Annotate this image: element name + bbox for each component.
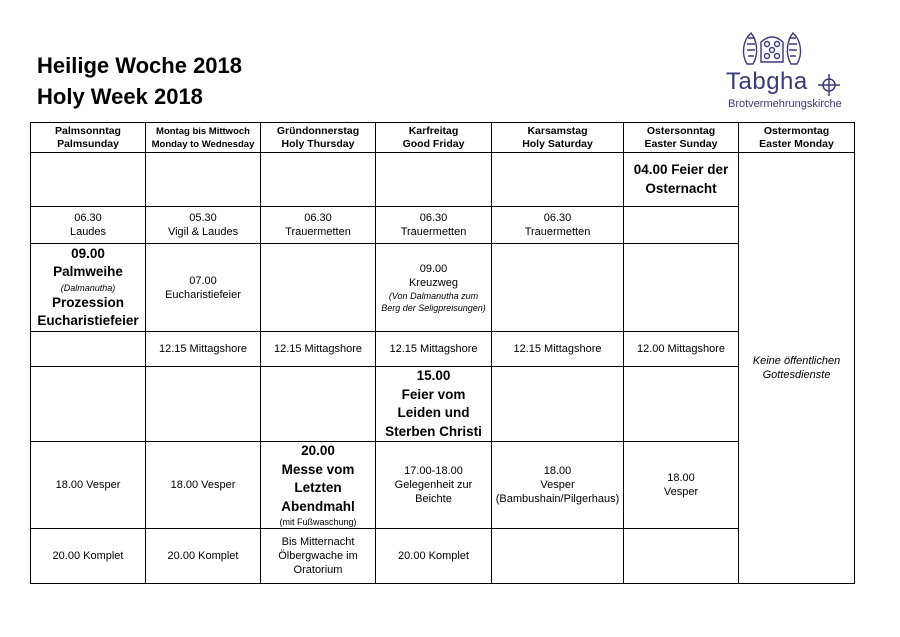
palm-procession-cell: 09.00 Palmweihe (Dalmanutha) Prozession Eucharistiefeier	[31, 244, 146, 332]
table-cell	[624, 244, 739, 332]
table-cell: 18.00 Vesper (Bambushain/Pilgerhaus)	[492, 442, 624, 529]
table-cell: 18.00 Vesper	[624, 442, 739, 529]
table-cell	[376, 153, 492, 207]
header-monday-wednesday: Montag bis Mittwoch Monday to Wednesday	[146, 123, 261, 153]
table-cell	[31, 332, 146, 367]
easter-vigil-line1: 04.00 Feier der	[633, 162, 729, 177]
table-cell	[624, 529, 739, 584]
table-cell: 20.00 Komplet	[376, 529, 492, 584]
easter-vigil-cell	[624, 153, 739, 207]
table-row	[31, 367, 855, 442]
logo-wordmark: Tabgha	[726, 68, 808, 95]
table-cell	[492, 153, 624, 207]
table-cell: 06.30 Trauermetten	[492, 207, 624, 244]
table-cell	[261, 244, 376, 332]
table-cell: 05.30 Vigil & Laudes	[146, 207, 261, 244]
table-cell	[492, 529, 624, 584]
schedule-table	[30, 122, 855, 584]
table-cell: 20.00 Komplet	[146, 529, 261, 584]
table-cell: Bis Mitternacht Ölbergwache im Oratorium	[261, 529, 376, 584]
table-row	[31, 442, 855, 529]
table-cell	[261, 367, 376, 442]
table-cell: 12.15 Mittagshore	[376, 332, 492, 367]
table-row	[31, 153, 855, 207]
stations-of-cross-cell: 09.00 Kreuzweg (Von Dalmanutha zum Berg der Seligpreisungen)	[376, 244, 492, 332]
loaves-and-fishes-icon	[739, 30, 805, 66]
table-cell	[31, 153, 146, 207]
header-easter-monday: Ostermontag Easter Monday	[739, 123, 855, 153]
title-german: Heilige Woche 2018	[37, 53, 243, 78]
easter-monday-note: Keine öffentlichen Gottesdienste	[739, 153, 855, 584]
header-easter-sunday: Ostersonntag Easter Sunday	[624, 123, 739, 153]
table-cell: 06.30 Trauermetten	[376, 207, 492, 244]
header-holy-thursday: Gründonnerstag Holy Thursday	[261, 123, 376, 153]
table-cell: 12.00 Mittagshore	[624, 332, 739, 367]
table-cell	[492, 244, 624, 332]
page-title	[37, 50, 242, 112]
table-cell: 07.00 Eucharistiefeier	[146, 244, 261, 332]
table-cell	[261, 153, 376, 207]
cross-icon	[817, 73, 841, 97]
table-cell: 12.15 Mittagshore	[261, 332, 376, 367]
table-row	[31, 244, 855, 332]
table-cell: 18.00 Vesper	[31, 442, 146, 529]
table-cell: 18.00 Vesper	[146, 442, 261, 529]
table-cell: 12.15 Mittagshore	[492, 332, 624, 367]
header-holy-saturday: Karsamstag Holy Saturday	[492, 123, 624, 153]
table-row	[31, 332, 855, 367]
table-cell	[146, 367, 261, 442]
table-cell	[146, 153, 261, 207]
table-cell	[31, 367, 146, 442]
tabgha-logo	[725, 30, 855, 114]
table-cell	[624, 207, 739, 244]
header-palmsunday: Palmsonntag Palmsunday	[31, 123, 146, 153]
table-cell	[624, 367, 739, 442]
passion-celebration-cell: 15.00 Feier vom Leiden und Sterben Christi	[376, 367, 492, 442]
header-row	[31, 123, 855, 153]
table-row	[31, 529, 855, 584]
title-english: Holy Week 2018	[37, 84, 203, 109]
table-cell: 06.30 Trauermetten	[261, 207, 376, 244]
last-supper-cell: 20.00 Messe vom Letzten Abendmahl (mit Fußwaschung)	[261, 442, 376, 529]
header-good-friday: Karfreitag Good Friday	[376, 123, 492, 153]
table-cell: 17.00-18.00 Gelegenheit zur Beichte	[376, 442, 492, 529]
easter-vigil-line2: Osternacht	[645, 180, 717, 196]
table-row	[31, 207, 855, 244]
table-cell: 20.00 Komplet	[31, 529, 146, 584]
table-cell: 12.15 Mittagshore	[146, 332, 261, 367]
logo-subtitle: Brotvermehrungskirche	[728, 98, 842, 110]
table-cell: 06.30 Laudes	[31, 207, 146, 244]
table-cell	[492, 367, 624, 442]
